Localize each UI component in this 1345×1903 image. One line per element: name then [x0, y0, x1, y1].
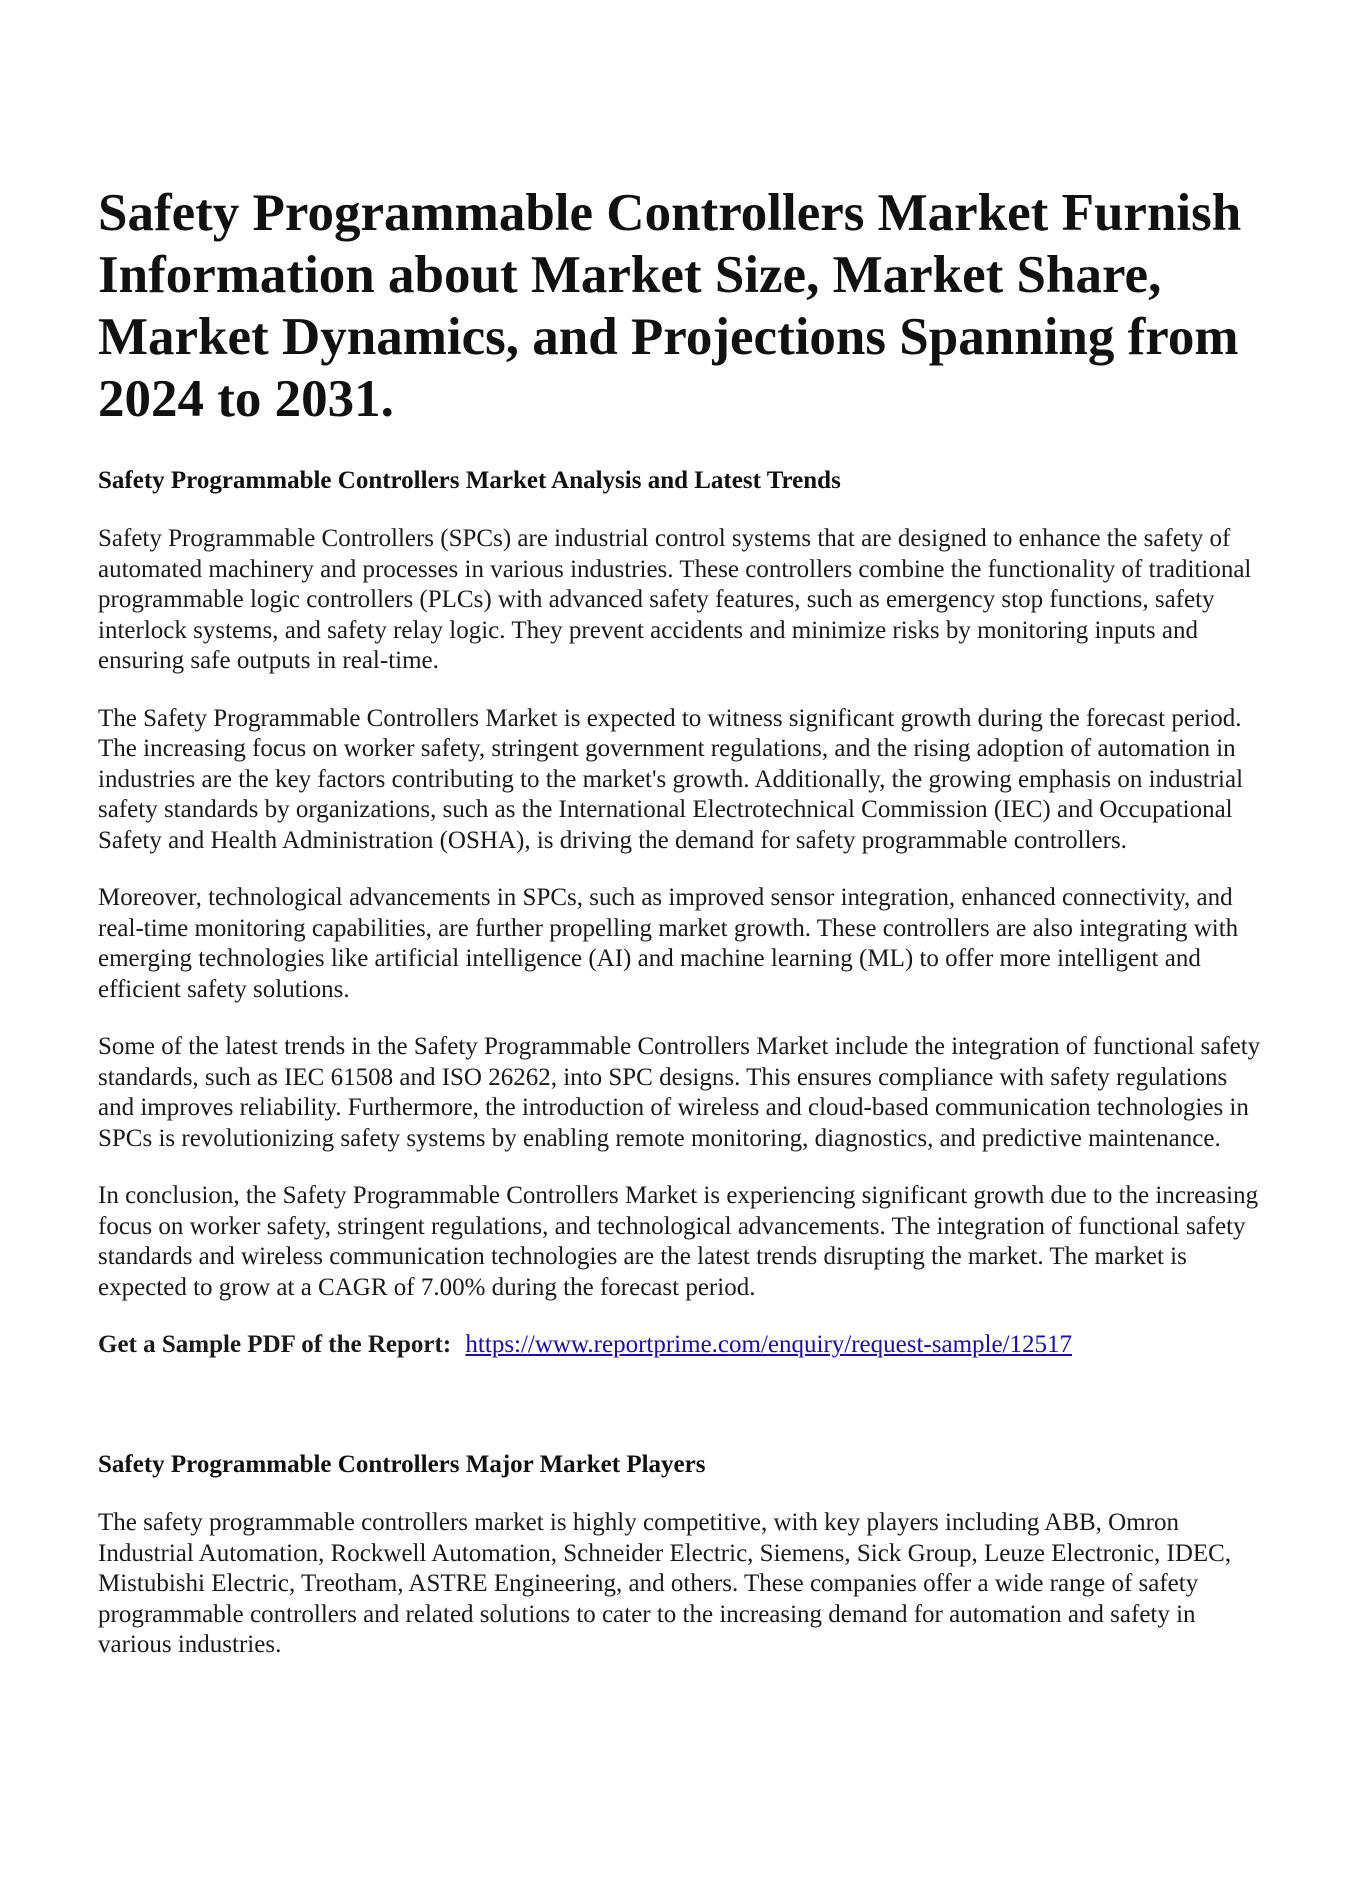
- sample-pdf-link[interactable]: https://www.reportprime.com/enquiry/request-sample/12517: [465, 1331, 1073, 1358]
- paragraph-spc-definition: Safety Programmable Controllers (SPCs) are industrial control systems that are designed to enhance the safety of automated machinery and processes in various industries. These controllers combine the functionality of traditional programmable logic controllers (PLCs) with advanced safety features, such as emergency stop functions, safety interlock systems, and safety relay logic. They prevent accidents and minimize risks by monitoring inputs and ensuring safe outputs in real-time.: [98, 525, 1252, 674]
- section-heading-players: Safety Programmable Controllers Major Market Players: [98, 1451, 706, 1478]
- document-page: [98, 182, 1268, 1688]
- paragraph-key-players: The safety programmable controllers market is highly competitive, with key players including ABB, Omron Industrial Automation, Rockwell Automation, Schneider Electric, Siemens, Sick Group, Leuze Electronic, IDEC, Mistubishi Electric, Treotham, ASTRE Engineering, and others. These companies offer a wide range of safety programmable controllers and related solutions to cater to the increasing demand for automation and safety in various industries.: [98, 1509, 1232, 1658]
- paragraph-latest-trends: Some of the latest trends in the Safety Programmable Controllers Market include the integration of functional safety standards, such as IEC 61508 and ISO 26262, into SPC designs. This ensures compliance with safety regulations and improves reliability. Furthermore, the introduction of wireless and cloud-based communication technologies in SPCs is revolutionizing safety systems by enabling remote monitoring, diagnostics, and predictive maintenance.: [98, 1033, 1261, 1152]
- section-heading-analysis: Safety Programmable Controllers Market Analysis and Latest Trends: [98, 467, 841, 494]
- paragraph-market-growth: The Safety Programmable Controllers Market is expected to witness significant growth during the forecast period. The increasing focus on worker safety, stringent government regulations, and the rising adoption of automation in industries are the key factors contributing to the market's growth. Additionally, the growing emphasis on industrial safety standards by organizations, such as the International Electrotechnical Commission (IEC) and Occupational Safety and Health Administration (OSHA), is driving the demand for safety programmable controllers.: [98, 704, 1244, 854]
- paragraph-conclusion: In conclusion, the Safety Programmable Controllers Market is experiencing significant growth due to the increasing focus on worker safety, stringent regulations, and technological advancements. The integration of functional safety standards and wireless communication technologies are the latest trends disrupting the market. The market is expected to grow at a CAGR of 7.00% during the forecast period.: [98, 1182, 1259, 1301]
- page-title: Safety Programmable Controllers Market Furnish Information about Market Size, Market Share, Market Dynamics, and Projections Spanning from 2024 to 2031.: [98, 184, 1242, 428]
- sample-pdf-label: Get a Sample PDF of the Report:: [98, 1331, 452, 1358]
- sample-pdf-line: [98, 1330, 1268, 1360]
- paragraph-tech-advancements: Moreover, technological advancements in SPCs, such as improved sensor integration, enhanced connectivity, and real-time monitoring capabilities, are further propelling market growth. These controllers are also integrating with emerging technologies like artificial intelligence (AI) and machine learning (ML) to offer more intelligent and efficient safety solutions.: [98, 884, 1239, 1003]
